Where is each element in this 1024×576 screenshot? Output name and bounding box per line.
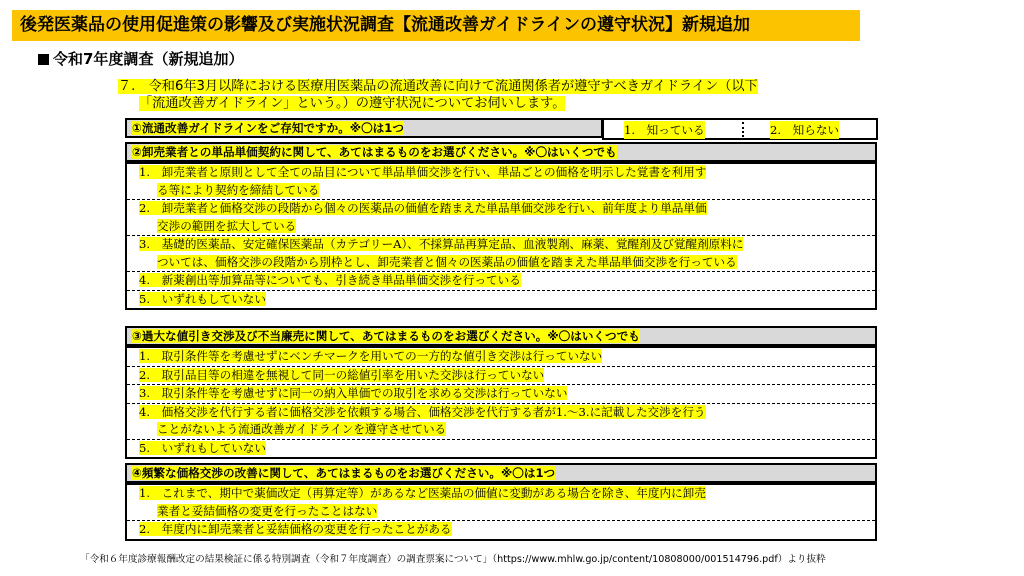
q2-heading [125,142,877,162]
q2-option-1[interactable] [127,164,875,200]
q2-option-3-line1: 3. 基礎的医薬品、安定確保医薬品（カテゴリーA）、不採算品再算定品、血液製剤、麻薬、覚醒剤及び覚醒剤原料に [139,237,744,251]
q3-option-4-line1: 4. 価格交渉を代行する者に価格交渉を依頼する場合、価格交渉を代行する者が1.～3.に記載した交渉を行う [139,404,706,419]
q3-options [125,346,877,459]
q2-option-1-line2: る等により契約を締結している [157,182,320,197]
q2-option-2[interactable] [127,200,875,236]
q3-option-2-line1: 2. 取引品目等の相違を無視して同一の総値引率を用いた交渉は行っていない [139,367,545,382]
q2-option-4[interactable] [127,272,875,291]
q3-option-5-line1: 5. いずれもしていない [139,440,266,455]
q2-option-2-line2: 交渉の範囲を拡大している [157,218,297,233]
q3-option-2[interactable] [127,367,875,386]
q3-option-1-line1: 1. 取引条件等を考慮せずにベンチマークを用いての一方的な値引き交渉は行っていない [139,349,603,363]
q1-option-know[interactable]: 1. 知っている [624,123,705,137]
q4-heading [125,463,877,483]
q2-option-4-line1: 4. 新薬創出等加算品等についても、引き続き単品単価交渉を行っている [139,273,521,287]
survey-subtitle [38,48,243,69]
option-divider [742,122,744,137]
q2-option-5[interactable] [127,291,875,309]
q2-heading-text: ②卸売業者との単品単価契約に関して、あてはまるものをお選びください。※〇はいくつでも [132,145,617,159]
q3-option-3-line1: 3. 取引条件等を考慮せずに同一の納入単価での取引を求める交渉は行っていない [139,386,568,400]
q4-option-1-line1: 1. これまで、期中で薬価改定（再算定等）があるなど医薬品の価値に変動がある場合を除き、年度内に卸売 [139,486,706,500]
q2-option-2-line1: 2. 卸売業者と価格交渉の段階から個々の医薬品の価値を踏まえた単品単価交渉を行い、前年度より単品単価 [139,201,707,215]
q3-option-4[interactable] [127,404,875,440]
q2-option-1-line1: 1. 卸売業者と原則として全ての品目について単品単価交渉を行い、単品ごとの価格を明示した覚書を利用す [139,165,707,179]
q3-heading-text: ③過大な値引き交渉及び不当廉売に関して、あてはまるものをお選びください。※〇はいくつでも [132,329,640,343]
q4-heading-text: ④頻繁な価格交渉の改善に関して、あてはまるものをお選びください。※〇は1つ [132,466,556,480]
q4-options [125,483,877,541]
q4-option-1[interactable] [127,485,875,521]
q4-option-2[interactable] [127,521,875,539]
q4-option-1-line2: 業者と妥結価格の変更を行ったことはない [157,503,378,518]
q2-option-3[interactable] [127,236,875,272]
q2-option-5-line1: 5. いずれもしていない [139,291,266,306]
page-title: 後発医薬品の使用促進策の影響及び実施状況調査【流通改善ガイドラインの遵守状況】新規追加 [12,10,860,41]
q1-heading-text: ①流通改善ガイドラインをご存知ですか。※〇は1つ [132,121,404,135]
q3-heading [125,326,877,346]
source-footnote: 「令和６年度診療報酬改定の結果検証に係る特別調査（令和７年度調査）の調査票案について」（https://www.mhlw.go.jp/content/10808000/001514796.pdf）より抜粋 [80,554,826,565]
subtitle-text: 令和7年度調査（新規追加） [53,50,244,68]
question-intro [118,78,888,112]
q2-options [125,162,877,310]
intro-line-2: 「流通改善ガイドライン」という。）の遵守状況についてお伺いします。 [139,96,566,111]
q3-option-1[interactable] [127,348,875,367]
intro-line-1: ７. 令和6年3月以降における医療用医薬品の流通改善に向けて流通関係者が遵守すべきガイドライン（以下 [118,79,758,94]
q3-option-3[interactable] [127,385,875,404]
q1-options [602,118,878,140]
q3-option-5[interactable] [127,440,875,458]
q1-heading [125,118,603,138]
q3-option-4-line2: ことがないよう流通改善ガイドラインを遵守させている [157,422,447,436]
q2-option-3-line2: ついては、価格交渉の段階から別枠とし、卸売業者と個々の医薬品の価値を踏まえた単品単価交渉を行っている [157,254,737,269]
square-bullet-icon [38,54,49,65]
q1-option-dont-know[interactable]: 2. 知らない [770,123,840,137]
q4-option-2-line1: 2. 年度内に卸売業者と妥結価格の変更を行ったことがある [139,522,452,536]
